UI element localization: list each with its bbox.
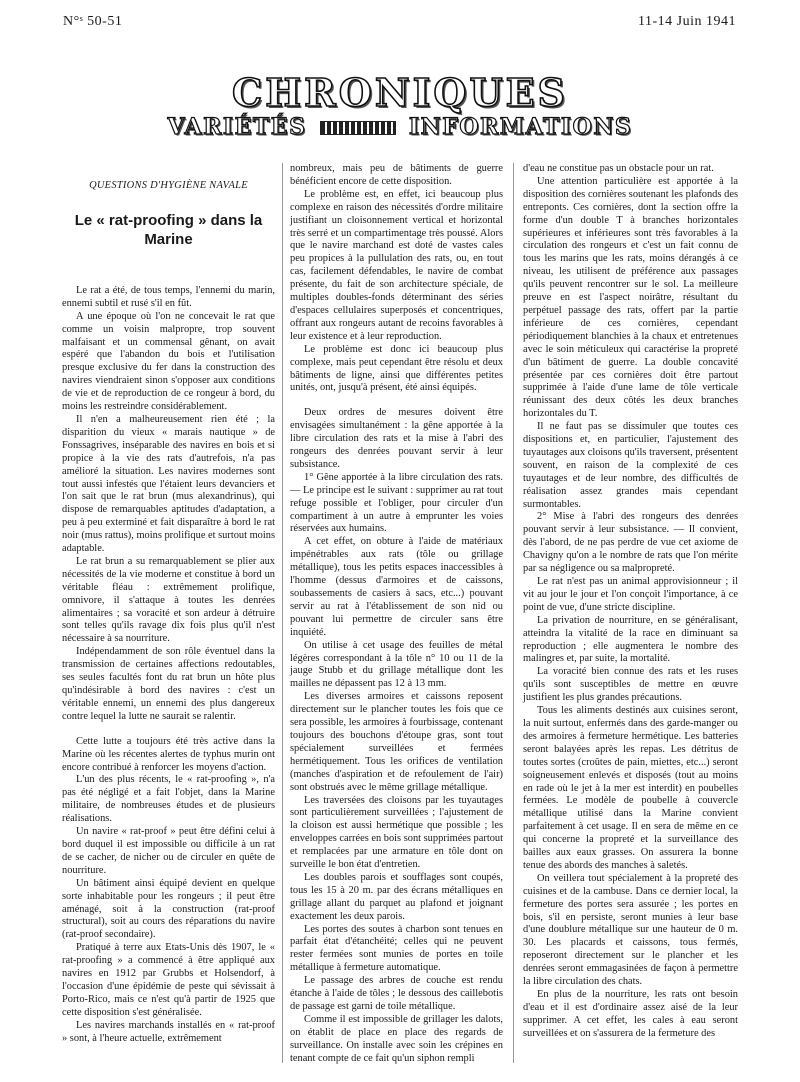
paragraph: Le problème est, en effet, ici beaucoup plus complexe en raison des nécessités d'ordre militaire justifiant un cloisonnement vertical et horizontal très serré et un compartimentage très poussé. Alors que le navire marchand est doté de vastes cales peu propices à la pullulation des rats, ou, en tout cas, facilement défendables, le navire de combat présente, du fait de son architecture spéciale, de multiples doubles-fonds déterminant des séries d'espaces cellulaires superposés et concentriques, offrant aux rongeurs autant de recoins favorables à leur existence et à leur reproduction. (290, 188, 503, 342)
paragraph: Le rat brun a su remarquablement se plier aux nécessités de la vie moderne et constitue à bord un véritable fléau : extrêmement prolifique, omnivore, il s'attaque à toutes les denrées alimentaires ; sa voracité et son ardeur à détruire sont telles qu'ils ravage dix fois plus qu'il n'est nécessaire à sa nourriture. (62, 555, 275, 645)
issue-date: 11-14 Juin 1941 (638, 14, 736, 29)
paragraph: Le rat n'est pas un animal approvisionneur ; il vit au jour le jour et l'on conçoit l'importance, à ce point de vue, d'une stricte discipline. (523, 576, 738, 613)
paragraph: La voracité bien connue des rats et les ruses qu'ils sont susceptibles de mettre en œuvre justifient les plus grandes précautions. (523, 666, 738, 704)
paragraph: Le passage des arbres de couche est rendu étanche à l'aide de tôles ; le dessous des caillebotis de passage est garni de toile métallique. (290, 975, 503, 1012)
issue-number: N°ˢ 50-51 (63, 14, 123, 29)
paragraph: Le rat a été, de tous temps, l'ennemi du marin, ennemi subtil et rusé s'il en fût. (62, 284, 275, 309)
column-rule (282, 163, 283, 1063)
article-column-3 (523, 163, 738, 1041)
paragraph: Les doubles parois et soufflages sont coupés, tous les 15 à 20 m. par des écrans métalliques en grillage allant du parquet au plafond et joignant exactement les deux parois. (290, 871, 503, 922)
paragraph: Une attention particulière est apportée à la disposition des cornières soutenant les plafonds des entreponts. Ces cornières, dont la section offre la forme d'un double T à branches horizontales supérieures et inférieures sont très favorables à la circulation des rongeurs et c'est un fait connu de tous les marins que les rats, moins dérangés à ce niveau, les utilisent de préférence aux passages qu'ils peuvent rencontrer sur le sol. La meilleure preuve en est l'aspect noirâtre, résultant du perpétuel passage des rats, offert par la partie inférieure de ces cornières, cependant périodiquement blanchies à la chaux et entretenues avec le soin méticuleux qui caractérise la propreté d'un bâtiment de guerre. La double concavité présentée par ces cornières doit être partout supprimée à l'aide d'une lame de tôle verticale réunissant des deux côtés les deux branches horizontales du T. (523, 175, 738, 420)
paragraph: A cet effet, on obture à l'aide de matériaux impénétrables aux rats (tôle ou grillage métallique), tous les petits espaces inaccessibles à l'homme (dessus d'armoires et de caissons, soubassements de casiers à sacs, etc...) pouvant servir au rat à l'établissement de son nid ou pouvant lui permettre de circuler sans être inquiété. (290, 536, 503, 638)
article-headline: Le « rat-proofing » dans la Marine (74, 211, 263, 248)
paragraph: Un navire « rat-proof » peut être défini celui à bord duquel il est impossible ou difficile à un rat de se cacher, de nicher ou de circuler en quête de nourriture. (62, 826, 275, 876)
article-column-1 (62, 180, 275, 1045)
paragraph: Il n'en a malheureusement rien été ; la disparition du vieux « marais nautique » de Fonssagrives, inséparable des navires en bois et si propice à la vie des rats d'autrefois, n'a pas amélioré la situation. Les navires modernes sont tout aussi infestés que l'étaient leurs devanciers et l'on sait que le rat brun (mus alexandrinus), qui dispose de remarquables aptitudes d'adaptation, a peu à peu exterminé et fait disparaître à bord le rat noir (mus rattus), moins prolifique et surtout moins adaptable. (62, 413, 275, 555)
paragraph: A une époque où l'on ne concevait le rat que comme un voisin malpropre, trop souvent malfaisant et un commensal gênant, on avait espéré que l'abandon du bois et l'utilisation presque exclusive du fer dans la construction des navires viendraient sinon s'opposer aux conditions de vie et de reproduction de ce rongeur à bord, du moins les restreindre considérablement. (62, 310, 275, 413)
paragraph: nombreux, mais peu de bâtiments de guerre bénéficient encore de cette disposition. (290, 163, 503, 187)
paragraph: Tous les aliments destinés aux cuisines seront, la nuit surtout, enfermés dans des garde-manger ou des armoires à fermeture hermétique. Les batteries seront balayées après les repas. Les détritus de toutes sortes (croûtes de pain, miettes, etc...) seront soigneusement enlevés et disposés (tout au moins en rade où le jet à la mer est interdit) en poubelles fermées. Le modèle de poubelle à couvercle métallique utilisé dans la Marine convient parfaitement à cet usage. Il en sera de même en ce qui concerne la propreté et la surveillance des bailles aux eaux grasses. On assurera la bonne tenue des abords des manches à saletés. (523, 705, 738, 871)
paragraph: Le problème est donc ici beaucoup plus complexe, mais peut cependant être résolu et deux bâtiments de ligne, ainsi que différentes petites unités, ont, jusqu'à présent, été ainsi équipés. (290, 343, 503, 394)
paragraph: d'eau ne constitue pas un obstacle pour un rat. (523, 163, 714, 174)
paragraph: On utilise à cet usage des feuilles de métal légères correspondant à la tôle n° 10 ou 11 de la jauge Stubb et du grillage métallique dont les mailles ne dépassent pas 12 à 13 mm. (290, 639, 503, 690)
masthead-subtitle (0, 114, 800, 140)
paragraph: Les navires marchands installés en « rat-proof » sont, à l'heure actuelle, extrêmement (62, 1019, 275, 1044)
subtitle-informations: INFORMATIONS (408, 114, 633, 140)
subtitle-varietes: VARIÉTÉS (167, 114, 307, 140)
paragraph: En plus de la nourriture, les rats ont besoin d'eau et il est d'ordinaire assez aisé de la leur supprimer. A cet effet, les cales à eau seront surveillées et on s'assurera de la fermeture des (523, 989, 738, 1039)
paragraph: Les traversées des cloisons par les tuyautages sont particulièrement surveillées ; l'ajustement de la cloison est aussi hermétique que possible ; les enveloppes carrées en bois sont supprimées partout et remplacées par une armature en tôle dont on surveille le bon état d'entretien. (290, 794, 503, 871)
paragraph: Cette lutte a toujours été très active dans la Marine où les récentes alertes de typhus murin ont encore contribué à renforcer les moyens d'action. (62, 735, 275, 773)
paragraph: Les portes des soutes à charbon sont tenues en parfait état d'étanchéité; celles qui ne peuvent rester fermées sont munies de portes en toile métallique à fermeture automatique. (290, 923, 503, 974)
article-column-2 (290, 163, 503, 1066)
column-rule (513, 163, 514, 1063)
paragraph: Deux ordres de mesures doivent être envisagées simultanément : la gêne apportée à la libre circulation des rats et la mise à l'abri des rongeurs des denrées pouvant servir à leur subsistance. (290, 407, 503, 470)
paragraph: Les diverses armoires et caissons reposent directement sur le plancher toutes les fois que ce sera possible, les armoires à fourbissage, contenant toujours des bouchons d'étoupe gras, sont tout spécialement surveillées et fermées hermétiquement. Tous les orifices de ventilation (manches d'aspiration et de refoulement de l'air) sont obstrués avec le même grillage métallique. (290, 691, 503, 793)
masthead-title: CHRONIQUES (232, 70, 568, 115)
paragraph: Il ne faut pas se dissimuler que toutes ces dispositions et, en particulier, l'ajustement des tuyautages aux cloisons qu'ils traversent, présentent souvent, en raison de la complexité de ces tuyautages et de leur nombre, des difficultés de réalisation assez grandes mais cependant surmontables. (523, 421, 738, 510)
paragraph: Pratiqué à terre aux Etats-Unis dès 1907, le « rat-proofing » a commencé à être appliqué aux navires en 1912 par Grubbs et Holsendorf, à l'occasion d'une épidémie de peste qui sévissait à Porto-Rico, mais ce n'est qu'à partir de 1925 que cette disposition s'est généralisée. (62, 942, 275, 1018)
paragraph: 2° Mise à l'abri des rongeurs des denrées pouvant servir à leur subsistance. — Il convient, dès l'abord, de ne pas perdre de vue cet axiome de Chavigny qu'on a le nombre de rats que l'on mérite par sa négligence ou sa malpropreté. (523, 511, 738, 575)
article-kicker: QUESTIONS D'HYGIÈNE NAVALE (89, 180, 248, 191)
paragraph: 1° Gêne apportée à la libre circulation des rats. — Le principe est le suivant : supprimer au rat tout refuge possible et l'obliger, pour circuler d'un compartiment à un autre à emprunter les voies réservées aux humains. (290, 471, 503, 535)
paragraph: L'un des plus récents, le « rat-proofing », n'a pas été négligé et a fait l'objet, dans la Marine militaire, de nombreuses études et de plusieurs réalisations. (62, 774, 275, 825)
paragraph: Indépendamment de son rôle éventuel dans la transmission de certaines affections redoutables, ses seules facultés font du rat brun un hôte plus qu'indésirable à bord des navires : c'est un véritable ennemi, un ennemi des plus dangereux contre lequel la lutte ne saurait se ralentir. (62, 646, 275, 722)
paragraph: Comme il est impossible de grillager les dalots, on établit de place en place des regards de surveillance. On installe avec soin les crépines en tenant compte de ce fait qu'un siphon rempli (290, 1013, 503, 1064)
paragraph: On veillera tout spécialement à la propreté des cuisines et de la cambuse. Dans ce dernier local, la fermeture des portes sera assurée ; les portes en bois, s'il en persiste, seront munies à leur base d'une doublure métallique sur une hauteur de 0 m. 30. Les placards et caissons, tous fermés, reposeront directement sur le plancher et les denrées seront emmagasinées de façon à permettre la libre circulation des chats. (523, 872, 738, 988)
paragraph: La privation de nourriture, en se généralisant, atteindra la vitalité de la race en diminuant sa reproduction ; elle augmentera le nombre des malingres et, par suite, la mortalité. (523, 614, 738, 665)
ornament-divider (320, 121, 396, 135)
paragraph: Un bâtiment ainsi équipé devient en quelque sorte inhabitable pour les rongeurs ; il peut être aménagé, soit à la construction (rat-proof structural), soit au cours des réparations du navire (rat-proof secondaire). (62, 877, 275, 941)
